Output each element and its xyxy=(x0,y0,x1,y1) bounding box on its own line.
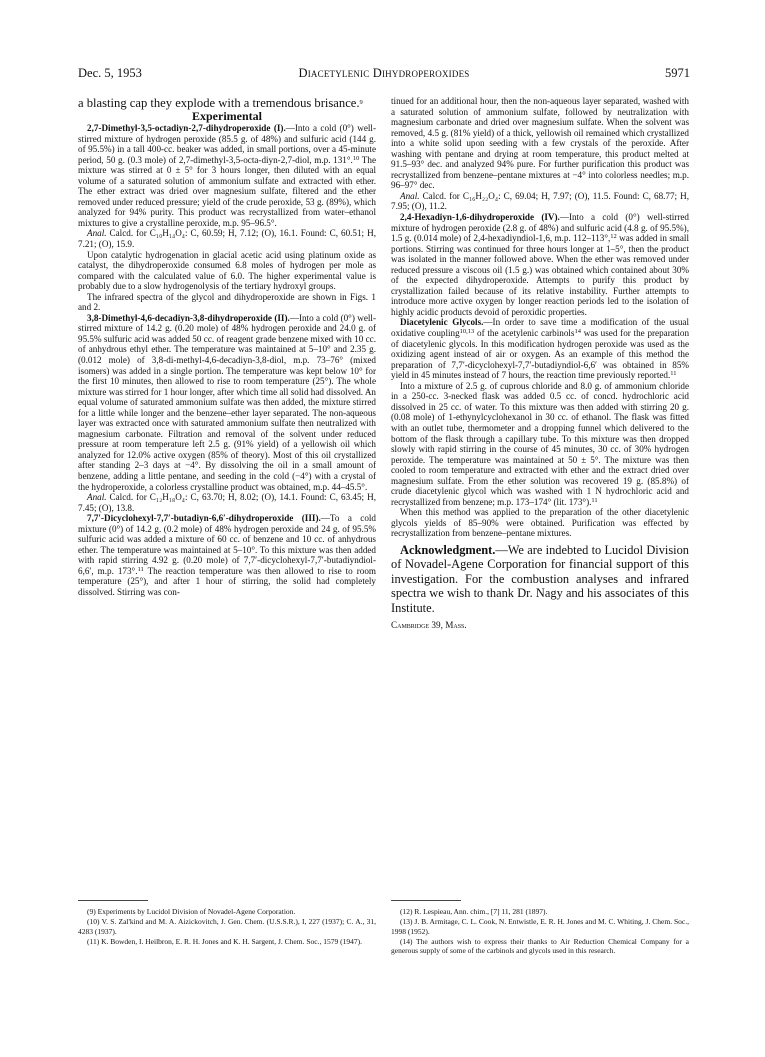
right-column xyxy=(391,96,689,631)
footnote-rule-right xyxy=(391,900,461,901)
footnote-10: (10) V. S. Zal'kind and M. A. Aizickovitch, J. Gen. Chem. (U.S.S.R.), I, 227 (1937); C. A., 31, 4283 (1937). xyxy=(78,917,376,936)
compound-ii-paragraph: 3,8-Dimethyl-4,6-decadiyn-3,8-dihydroperoxide (II).—Into a cold (0°) well-stirred mixture of 14.2 g. (0.20 mole) of 48% hydrogen peroxide and 24.0 g. of 95.5% sulfuric acid was added 50 cc. of reagent grade benzene mixed with 10 cc. of anhydrous ethyl ether. The temperature was maintained at 5–10° and 2.35 g. (0.012 mole) of 3,8-di-methyl-4,6-decadiyn-3,8-diol, m.p. 73–76° (mixed isomers) was added in a single portion. The temperature was kept below 10° for the first 10 minutes, then allowed to rise to room temperature (25°). The whole mixture was stirred for 1 hour longer, after which time all solid had dissolved. An equal volume of saturated ammonium sulfate was then added, the mixture stirred for a little while longer and the benzene–ether layer separated. The non-aqueous layer was extracted once with saturated ammonium sulfate then neutralized with magnesium carbonate. Filtration and removal of the solvent under reduced pressure at room temperature left 2.5 g. (91% yield) of a yellowish oil which analyzed for 12.0% active oxygen (85% of theory). Most of this oil crystallized after standing 2–3 days at −4°. By dissolving the oil in a small amount of benzene, adding a little pentane, and seeding in the cold (−4°) with a crystal of the hydroperoxide, a colorless crystalline product was obtained, m.p. 44–45.5°. xyxy=(78,312,376,492)
compound-iii-analysis: Anal. Calcd. for C₁₆H₂₂O₄: C, 69.04; H, 7.97; (O), 11.5. Found: C, 68.77; H, 7.95; (O), 11.2. xyxy=(391,190,689,212)
footnote-12: (12) R. Lespieau, Ann. chim., [7] 11, 281 (1897). xyxy=(400,907,548,916)
compound-ii-analysis: Anal. Calcd. for C₁₂H₁₈O₄: C, 63.70; H, 8.02; (O), 14.1. Found: C, 63.45; H, 7.45; (O), 13.8. xyxy=(78,492,376,513)
compound-i-analysis: Anal. Calcd. for C₁₀H₁₄O₄: C, 60.59; H, 7.12; (O), 16.1. Found: C, 60.51; H, 7.21; (O), 15.9. xyxy=(78,228,376,249)
infrared-paragraph: The infrared spectra of the glycol and dihydroperoxide are shown in Figs. 1 and 2. xyxy=(78,291,376,313)
compound-iii-continuation: tinued for an additional hour, then the non-aqueous layer separated, washed with a saturated solution of ammonium sulfate, followed by neutralization with magnesium carbonate and dried over magnesium sulfate. When the solvent was removed, 4.5 g. (81% yield) of a thick, yellowish oil remained which crystallized into a white solid upon seeding with a few crystals of the peroxide. After washing with pentane and drying at room temperature, this product melted at 91.5–93° dec. and analyzed 94% pure. For further purification this product was recrystallized from benzene–pentane mixtures at −4° into colorless needles; m.p. 96–97° dec. xyxy=(391,96,689,191)
cuprous-chloride-paragraph: Into a mixture of 2.5 g. of cuprous chloride and 8.0 g. of ammonium chloride in a 250-cc. 3-necked flask was added 0.5 cc. of concd. hydrochloric acid dissolved in 25 cc. of water. To this mixture was then added with stirring 20 g. (0.08 mole) of 1-ethynylcyclohexanol in 30 cc. of ethanol. The flask was fitted with an outlet tube, thermometer and a dropping funnel which delivered to the bottom of the flask through a capillary tube. To this mixture was then dropped slowly with rapid stirring in the course of 45 minutes, 30 cc. of 30% hydrogen peroxide. The temperature was maintained at 50 ± 5°. The mixture was then cooled to room temperature and extracted with ether and the extract dried over magnesium sulfate. From the ether solution was recovered 19 g. (85.8%) of crude diacetylenic glycol which was washed with 1 N hydrochloric acid and recrystallized from benzene; m.p. 173–174° (lit. 173°).$^{11}$ xyxy=(391,380,689,507)
diacetylenic-glycols-paragraph: Diacetylenic Glycols.—In order to save time a modification of the usual oxidative coupling$^{10,13}$ of the acetylenic carbinols$^{14}$ was used for the preparation of diacetylenic glycols. In this modification hydrogen peroxide was used as the oxidizing agent instead of air or oxygen. As an example of this method the preparation of 7,7′-dicyclohexyl-7,7′-butadiyndiol-6,6′ was obtained in 85% yield in 45 minutes instead of 7 hours, the reaction time previously reported.$^{11}$ xyxy=(391,317,690,381)
diacetylenic-glycols-title: Diacetylenic Glycols. xyxy=(400,317,484,328)
author-address: Cambridge 39, Mass. xyxy=(391,620,467,631)
section-heading-experimental: Experimental xyxy=(192,109,262,124)
left-column xyxy=(78,96,376,598)
footnote-11: (11) K. Bowden, I. Heilbron, E. R. H. Jones and K. H. Sargent, J. Chem. Soc., 1579 (1947). xyxy=(87,936,362,946)
running-header xyxy=(78,66,690,82)
compound-i-paragraph: 2,7-Dimethyl-3,5-octadiyn-2,7-dihydroperoxide (I).—Into a cold (0°) well-stirred mixture of hydrogen peroxide (85.5 g. of 48%) and sulfuric acid (144 g. of 95.5%) in a tall 400-cc. beaker was added, in small portions, over a 45-minute period, 50 g. (0.3 mole) of 2,7-dimethyl-3,5-octa-diyn-2,7-diol, m.p. 131°.$^{10}$ The mixture was stirred at 0 ± 5° for 3 hours longer, then diluted with an equal volume of a saturated solution of ammonium sulfate and extracted with ether. The ether extract was dried over magnesium sulfate, filtered and the ether removed under reduced pressure; yield of the crude peroxide, 53 g. (89%), which analyzed for 94% purity. This product was recrystallized from water–ethanol mixtures to give a crystalline peroxide, m.p. 95–96.5°. xyxy=(78,122,376,228)
footnotes-right xyxy=(391,907,689,956)
acknowledgment-title: Acknowledgment. xyxy=(400,542,496,557)
footnote-rule-left xyxy=(78,900,148,901)
footnote-14: (14) The authors wish to express their thanks to Air Reduction Chemical Company for a generous supply of some of the carbinols and glycols used in this research. xyxy=(391,936,689,956)
header-date: Dec. 5, 1953 xyxy=(78,66,142,80)
hydrogenation-paragraph: Upon catalytic hydrogenation in glacial acetic acid using platinum oxide as catalyst, the dihydroperoxide consumed 6.8 moles of hydrogen per mole as compared with the calculated value of 6.0. The higher experimental value is probably due to a slow hydrogenolysis of the tertiary hydroxyl groups. xyxy=(78,249,376,292)
compound-iv-title: 2,4-Hexadiyn-1,6-dihydroperoxide (IV). xyxy=(400,212,560,223)
compound-ii-title: 3,8-Dimethyl-4,6-decadiyn-3,8-dihydroperoxide (II). xyxy=(87,312,290,323)
compound-iii-title: 7,7′-Dicyclohexyl-7,7′-butadiyn-6,6′-dihydroperoxide (III). xyxy=(87,513,321,524)
compound-i-title: 2,7-Dimethyl-3,5-octadiyn-2,7-dihydroperoxide (I). xyxy=(87,122,286,133)
acknowledgment-paragraph: Acknowledgment.—We are indebted to Lucidol Division of Novadel-Agene Corporation for financial support of this investigation. For the combustion analyses and infrared spectra we wish to thank Dr. Nagy and his associates of this Institute. xyxy=(391,542,689,615)
header-page-number: 5971 xyxy=(665,66,690,80)
compound-iii-paragraph: 7,7′-Dicyclohexyl-7,7′-butadiyn-6,6′-dihydroperoxide (III).—To a cold mixture (0°) of 14.2 g. (0.2 mole) of 48% hydrogen peroxide and 24 g. of 95.5% sulfuric acid was added a mixture of 60 cc. of benzene and 10 cc. of anhydrous ether. The temperature was maintained at 5–10°. To this mixture was then added with rapid stirring 4.92 g. (0.20 mole) of 7,7′-dicyclohexyl-7,7′-butadiyndiol-6,6′, m.p. 173°.$^{11}$ The reaction temperature was then allowed to rise to room temperature (25°), and after 1 hour of stirring, the solid had completely dissolved. Stirring was con- xyxy=(78,513,376,598)
footnote-9: (9) Experiments by Lucidol Division of Novadel-Agene Corporation. xyxy=(87,907,296,916)
footnote-13: (13) J. B. Armitage, C. L. Cook, N. Entwistle, E. R. H. Jones and M. C. Whiting, J. Chem. Soc., 1998 (1952). xyxy=(391,917,689,936)
opening-paragraph: a blasting cap they explode with a tremendous brisance.$^9$ xyxy=(78,96,363,110)
applied-method-paragraph: When this method was applied to the preparation of the other diacetylenic glycols yields of 85–90% were obtained. Purification was effected by recrystallization from benzene–pentane mixtures. xyxy=(391,507,689,539)
header-journal-title: Diacetylenic Dihydroperoxides xyxy=(298,66,470,80)
compound-iv-paragraph: 2,4-Hexadiyn-1,6-dihydroperoxide (IV).—Into a cold (0°) well-stirred mixture of hydrogen peroxide (2.8 g. of 48%) and sulfuric acid (4.8 g. of 95.5%), 1.5 g. (0.014 mole) of 2,4-hexadiyndiol-1,6, m.p. 112–113°,$^{12}$ was added in small portions. Stirring was continued for three hours longer at 1–5°, then the product was isolated in the manner followed above. When the ether was removed under reduced pressure a viscous oil (1.5 g.) was obtained which contained about 30% of the expected dihydroperoxide. Attempts to purify this product by crystallization failed because of its relative instability. Further attempts to introduce more active oxygen by longer reaction periods led to the isolation of highly acidic products devoid of peroxidic properties. xyxy=(391,212,689,317)
footnotes-left xyxy=(78,907,376,947)
